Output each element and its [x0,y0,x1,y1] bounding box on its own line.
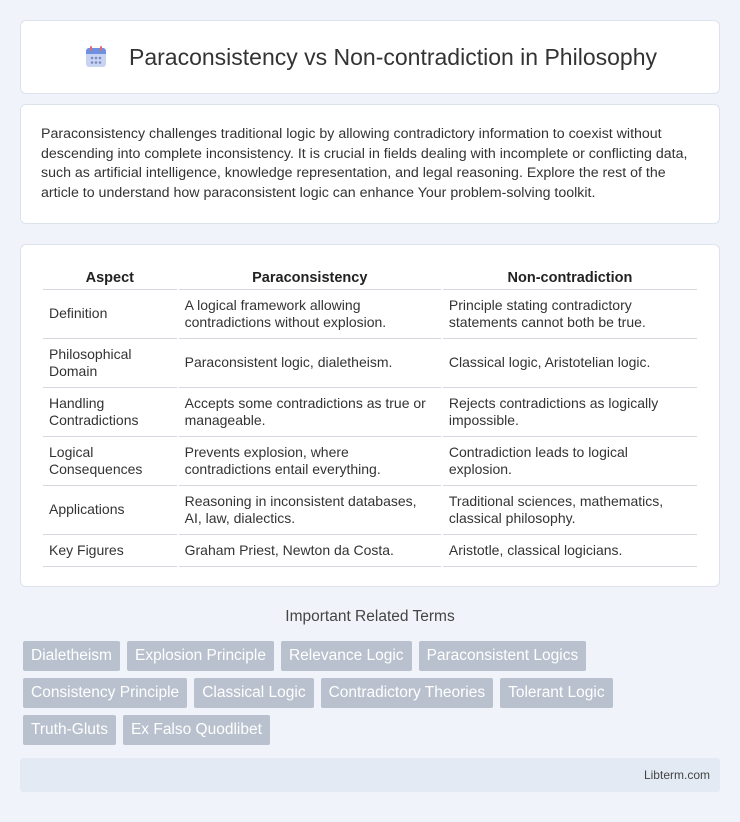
calendar-icon [83,44,109,70]
table-row [43,388,697,437]
table-row [43,339,697,388]
table-cell-aspect: Philosophical Domain [43,339,177,388]
tag-contradictory-theories[interactable]: Contradictory Theories [321,678,494,708]
tag-paraconsistent-logics[interactable]: Paraconsistent Logics [419,641,587,671]
table-cell: Reasoning in inconsistent databases, AI, law, dialectics. [179,486,441,535]
table-row [43,290,697,339]
table-cell: Rejects contradictions as logically impossible. [443,388,697,437]
table-cell: Aristotle, classical logicians. [443,535,697,567]
table-cell: Prevents explosion, where contradictions entail everything. [179,437,441,486]
column-header-paraconsistency: Paraconsistency [179,263,441,290]
table-cell: Classical logic, Aristotelian logic. [443,339,697,388]
table-cell: Graham Priest, Newton da Costa. [179,535,441,567]
table-cell: Principle stating contradictory statements cannot both be true. [443,290,697,339]
table-cell-aspect: Key Figures [43,535,177,567]
table-cell-aspect: Logical Consequences [43,437,177,486]
column-header-non-contradiction: Non-contradiction [443,263,697,290]
comparison-table-card [20,244,720,587]
table-cell-aspect: Handling Contradictions [43,388,177,437]
table-cell: A logical framework allowing contradictions without explosion. [179,290,441,339]
tag-ex-falso-quodlibet[interactable]: Ex Falso Quodlibet [123,715,270,745]
table-cell-aspect: Definition [43,290,177,339]
related-terms-heading: Important Related Terms [285,608,455,625]
tag-consistency-principle[interactable]: Consistency Principle [23,678,187,708]
column-header-aspect: Aspect [43,263,177,290]
footer [20,758,720,792]
tag-classical-logic[interactable]: Classical Logic [194,678,313,708]
intro-paragraph: Paraconsistency challenges traditional logic by allowing contradictory information to coexist without descending into complete inconsistency. It is crucial in fields dealing with incomplete or conflicting data, such as artificial intelligence, knowledge representation, and legal reasoning. Explore the rest of the article to understand how paraconsistent logic can enhance Your problem-solving toolkit. [41,126,688,201]
table-row [43,486,697,535]
table-cell: Accepts some contradictions as true or manageable. [179,388,441,437]
tag-truth-gluts[interactable]: Truth-Gluts [23,715,116,745]
tag-explosion-principle[interactable]: Explosion Principle [127,641,274,671]
intro-card [20,104,720,224]
footer-site-link[interactable]: Libterm.com [643,768,710,782]
table-row [43,437,697,486]
tag-relevance-logic[interactable]: Relevance Logic [281,641,412,671]
related-terms-list [23,641,723,752]
tag-tolerant-logic[interactable]: Tolerant Logic [500,678,613,708]
table-cell-aspect: Applications [43,486,177,535]
comparison-table [41,263,699,567]
header-card [20,20,720,94]
table-row [43,535,697,567]
tag-dialetheism[interactable]: Dialetheism [23,641,120,671]
table-cell: Traditional sciences, mathematics, classical philosophy. [443,486,697,535]
table-cell: Contradiction leads to logical explosion. [443,437,697,486]
table-cell: Paraconsistent logic, dialetheism. [179,339,441,388]
table-header-row [43,263,697,290]
page-title: Paraconsistency vs Non-contradiction in Philosophy [129,43,657,70]
